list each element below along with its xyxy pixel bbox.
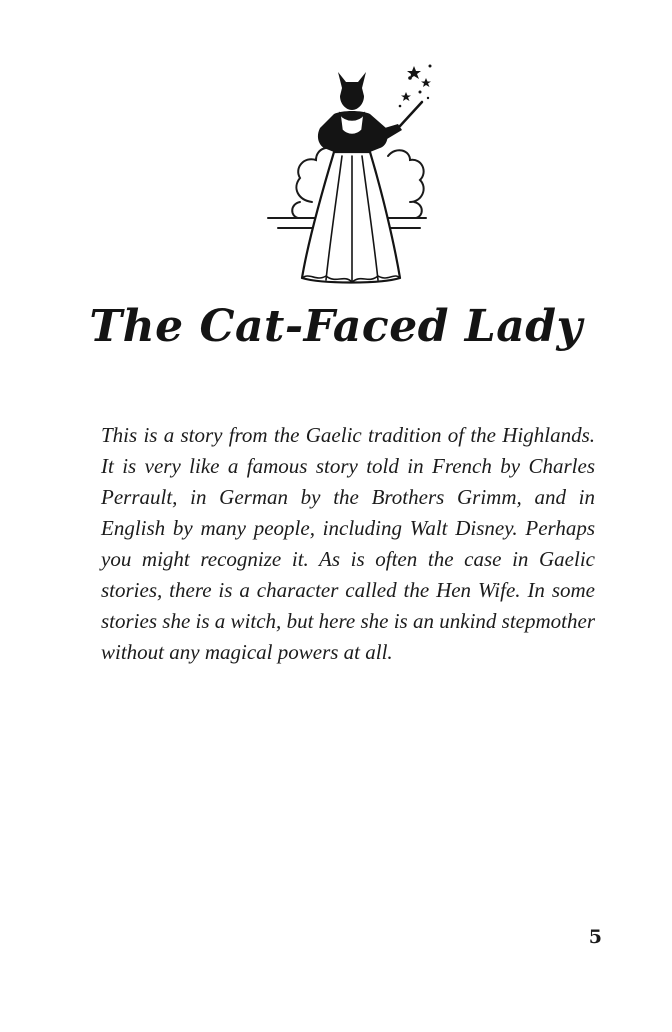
page-number: 5 <box>588 926 602 948</box>
cat-faced-lady-with-wand-icon <box>250 52 450 288</box>
intro-paragraph: This is a story from the Gaelic tradition of the Highlands. It is very like a famous story told in French by Charles Perrault, in German by the Brothers Grimm, and in English by many people, including Walt Disney. Perhaps you might recognize it. As is often the case in Gaelic stories, there is a character called the Hen Wife. In some stories she is a witch, but here she is an unkind stepmother without any magical powers at all. <box>101 423 595 664</box>
story-title: The Cat-Faced Lady <box>89 301 583 352</box>
